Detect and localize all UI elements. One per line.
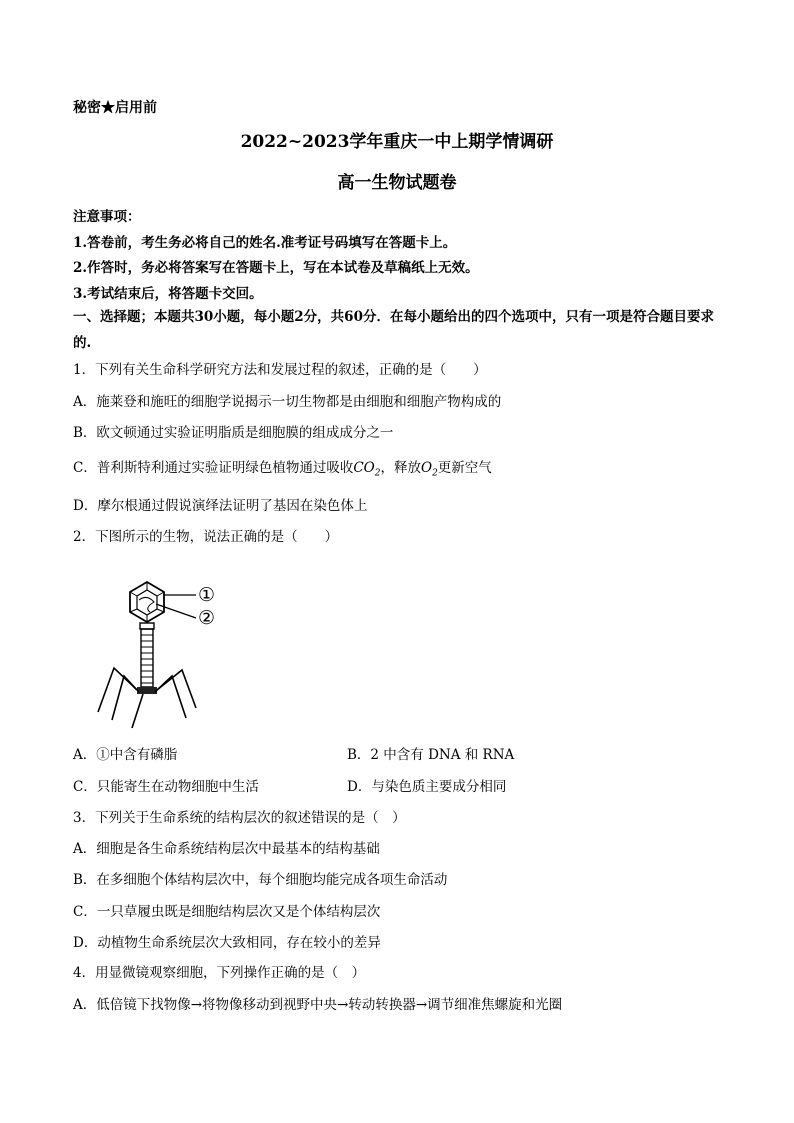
- label-2: ②: [198, 607, 216, 629]
- q4-stem: 4．用显微镜观察细胞，下列操作正确的是（ ）: [73, 965, 366, 981]
- tail-fiber-left-2: [112, 676, 139, 720]
- phage-collar: [140, 623, 154, 629]
- q3-option-a: A．细胞是各生命系统结构层次中最基本的结构基础: [73, 841, 380, 857]
- o2-formula: [420, 460, 438, 479]
- q2-option-d: D．与染色质主要成分相同: [347, 779, 507, 795]
- o2-subscript: 2: [432, 468, 438, 479]
- q1-option-c-post: 更新空气: [437, 460, 492, 476]
- q1-option-a: A．施莱登和施旺的细胞学说揭示一切生物都是由细胞和细胞产物构成的: [73, 394, 502, 410]
- notes-item-1: 1.答卷前，考生务必将自己的姓名.准考证号码填写在答题卡上。: [73, 235, 457, 251]
- co2-subscript: 2: [374, 468, 381, 479]
- label-1: ①: [198, 584, 216, 606]
- exam-title: 2022~2023学年重庆一中上期学情调研: [240, 132, 554, 152]
- co2-formula: [353, 460, 381, 479]
- q3-option-d: D．动植物生命系统层次大致相同，存在较小的差异: [73, 935, 381, 951]
- q1-stem: 1．下列有关生命科学研究方法和发展过程的叙述，正确的是（ ）: [73, 362, 487, 378]
- q1-option-c: [73, 459, 492, 483]
- bacteriophage-figure: [92, 580, 232, 730]
- q1-option-d: D．摩尔根通过假说演绎法证明了基因在染色体上: [73, 498, 368, 514]
- q4-option-a: A．低倍镜下找物像→将物像移动到视野中央→转动转换器→调节细准焦螺旋和光圈: [73, 997, 563, 1013]
- exam-subtitle: 高一生物试题卷: [337, 173, 457, 193]
- q3-stem: 3．下列关于生命系统的结构层次的叙述错误的是（ ）: [73, 810, 406, 826]
- notes-item-3: 3.考试结束后，将答题卡交回。: [73, 286, 263, 302]
- q3-option-b: B．在多细胞个体结构层次中，每个细胞均能完成各项生命活动: [73, 872, 448, 888]
- co2-text: CO: [353, 460, 375, 476]
- tail-fiber-right-1: [155, 676, 186, 718]
- phage-tail-sheath: [141, 629, 153, 687]
- q3-option-c: C．一只草履虫既是细胞结构层次又是个体结构层次: [73, 904, 381, 920]
- tail-fiber-center: [132, 694, 143, 728]
- o2-text: O: [420, 460, 433, 476]
- tail-fiber-left-1: [98, 668, 137, 712]
- notes-heading: 注意事项：: [73, 209, 141, 225]
- q2-option-b: B．2 中含有 DNA 和 RNA: [347, 747, 515, 763]
- q2-option-a: A．①中含有磷脂: [73, 747, 178, 763]
- q1-option-c-mid: ，释放: [380, 460, 421, 476]
- secret-label: 秘密★启用前: [73, 100, 157, 116]
- q2-option-c: C．只能寄生在动物细胞中生活: [73, 779, 259, 795]
- section-heading: 一、选择题；本题共30小题，每小题2分，共60分．在每小题给出的四个选项中，只有一项是符合题目要求的.: [73, 309, 714, 351]
- phage-tail-rings: [141, 635, 153, 683]
- q1-option-b: B．欧文顿通过实验证明脂质是细胞膜的组成成分之一: [73, 425, 394, 441]
- q2-stem: 2．下图所示的生物，说法正确的是（ ）: [73, 529, 339, 545]
- notes-item-2: 2.作答时，务必将答案写在答题卡上，写在本试卷及草稿纸上无效。: [73, 260, 479, 276]
- q1-option-c-pre: C．普利斯特利通过实验证明绿色植物通过吸收: [73, 460, 354, 476]
- phage-baseplate: [137, 687, 157, 694]
